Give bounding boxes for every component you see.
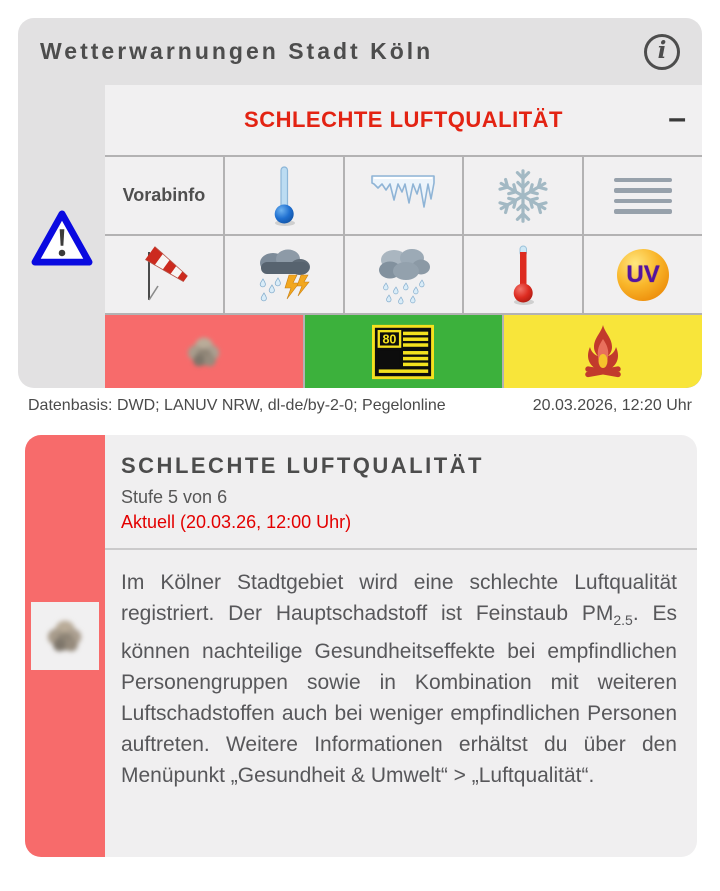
ozone-sign-label: 80: [382, 331, 397, 346]
detail-status: Aktuell (20.03.26, 12:00 Uhr): [121, 512, 352, 532]
windsock-icon: [133, 244, 195, 306]
info-glyph: i: [657, 37, 667, 64]
detail-title: SCHLECHTE LUFTQUALITÄT: [121, 453, 484, 478]
cell-snow[interactable]: [464, 157, 582, 234]
snowflake-icon: [495, 168, 551, 224]
panel-body: [18, 85, 702, 388]
uv-label: UV: [626, 260, 660, 288]
panel-title: Wetterwarnungen Stadt Köln: [40, 38, 434, 64]
thunderstorm-icon: [251, 245, 317, 305]
pm-subscript: 2.5: [613, 612, 633, 628]
cold-thermometer-icon: [271, 165, 297, 227]
icon-row-1: [105, 157, 702, 234]
warning-header-row: [105, 85, 702, 155]
uv-icon: [617, 249, 669, 301]
divider: [105, 548, 697, 550]
warning-triangle-icon: [31, 209, 93, 267]
cell-uv[interactable]: [584, 236, 702, 313]
panel-titlebar: [18, 18, 702, 85]
detail-body: [121, 567, 677, 791]
warning-detail-card: [25, 435, 697, 857]
warning-table: [105, 85, 702, 388]
dust-cloud-icon: [177, 325, 231, 379]
detail-body-part1: Im Kölner Stadtgebiet wird eine schlechte Luftqualität registriert. Der Hauptschadstoff ist Feinstaub PM: [121, 571, 677, 625]
campfire-icon: [577, 323, 629, 381]
cell-fire-danger[interactable]: [504, 315, 702, 388]
alert-row: [105, 315, 702, 388]
data-source-row: [18, 397, 702, 415]
cell-ozone[interactable]: [305, 315, 503, 388]
weather-warnings-panel: [18, 18, 702, 388]
cell-vorabinfo[interactable]: [105, 157, 223, 234]
fog-icon: [614, 178, 672, 214]
heat-thermometer-icon: [510, 244, 536, 306]
collapse-button[interactable]: –: [668, 99, 686, 136]
cell-fog[interactable]: [584, 157, 702, 234]
dust-cloud-icon: [36, 607, 94, 665]
info-icon[interactable]: [644, 34, 680, 70]
cell-glaze[interactable]: [345, 157, 463, 234]
cell-heat[interactable]: [464, 236, 582, 313]
detail-level: Stufe 5 von 6: [121, 487, 228, 507]
data-source-text: Datenbasis: DWD; LANUV NRW, dl-de/by-2-0; Pegelonline: [28, 397, 446, 414]
icon-row-2: [105, 236, 702, 313]
cell-wind[interactable]: [105, 236, 223, 313]
vorabinfo-label: Vorabinfo: [122, 185, 206, 205]
timestamp: 20.03.2026, 12:20 Uhr: [532, 397, 692, 414]
detail-content: [105, 435, 697, 857]
cell-thunderstorm[interactable]: [225, 236, 343, 313]
cell-frost[interactable]: [225, 157, 343, 234]
ozone-sign-icon: [372, 324, 434, 380]
status-gutter: [18, 85, 105, 388]
icicles-icon: [370, 173, 436, 219]
detail-body-part2: . Es können nachteilige Gesundheitseffekte bei empfindlichen Personengruppen sowie in Kombination mit weiteren Luftschadstoffen auch bei weniger empfindlichen Personen auftreten. Weitere Informationen erhältst du über den Menüpunkt „Gesundheit & Umwelt“ > „Luftqualität“.: [121, 602, 677, 787]
rain-icon: [370, 245, 436, 305]
cell-rain[interactable]: [345, 236, 463, 313]
cell-air-quality[interactable]: [105, 315, 303, 388]
warning-title: SCHLECHTE LUFTQUALITÄT: [244, 107, 563, 132]
severity-strip: [25, 435, 105, 857]
severity-icon-box: [31, 602, 99, 670]
